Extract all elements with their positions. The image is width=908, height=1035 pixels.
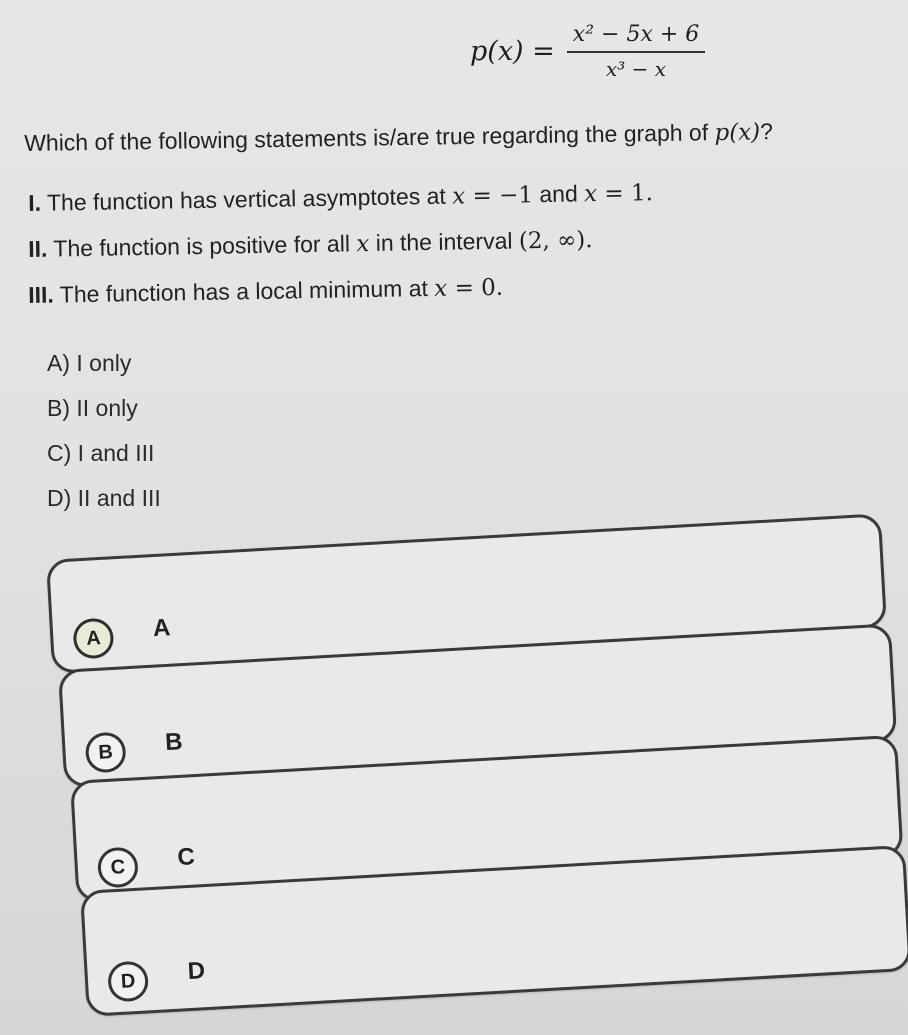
statement-interval: (2, ∞). — [518, 227, 593, 255]
question-mark: ? — [759, 118, 774, 145]
question-function-name: p(x) — [714, 119, 761, 147]
statement-number: I. — [28, 189, 42, 216]
choice-b-label: B — [164, 728, 184, 757]
formula-fraction — [567, 22, 705, 81]
formula-denominator: x³ − x — [606, 57, 667, 81]
statement-1 — [28, 179, 653, 217]
statement-text: The function has vertical asymptotes at — [46, 182, 453, 216]
statement-math-var: x — [356, 231, 370, 258]
option-d-text: D) II and III — [47, 485, 161, 511]
statement-math-eq: = −1 — [464, 182, 534, 210]
statement-math-var: x — [451, 183, 466, 210]
statement-math-eq: = 0. — [447, 274, 504, 302]
statement-math-var: x — [434, 275, 448, 302]
question-prompt: Which of the following statements is/are true regarding the graph of — [24, 119, 715, 156]
statement-text: The function has a local minimum at — [59, 274, 435, 308]
function-formula — [470, 22, 705, 81]
option-c-text: C) I and III — [47, 440, 155, 466]
statement-math-var: x — [583, 181, 598, 208]
choice-a-badge: A — [72, 617, 114, 659]
statement-math-eq: = 1. — [596, 180, 654, 208]
choice-a-label: A — [152, 614, 172, 643]
choice-d-badge: D — [107, 960, 149, 1002]
statement-2 — [28, 226, 593, 263]
choice-d-label: D — [186, 957, 206, 986]
choice-b-badge: B — [85, 731, 127, 773]
formula-lhs: p(x) = — [470, 36, 555, 67]
statement-number: III. — [28, 281, 55, 308]
statement-3 — [28, 274, 503, 309]
statement-text: The function is positive for all — [53, 230, 357, 262]
option-b-text: B) II only — [47, 395, 138, 421]
statement-number: II. — [28, 235, 48, 262]
statement-text-rest: in the interval — [369, 227, 520, 257]
question-text — [24, 118, 773, 157]
choice-c-label: C — [176, 843, 196, 872]
option-a-text: A) I only — [47, 350, 132, 376]
choice-c-badge: C — [97, 846, 139, 888]
statement-conj: and — [532, 180, 585, 208]
formula-numerator: x² − 5x + 6 — [567, 22, 705, 53]
